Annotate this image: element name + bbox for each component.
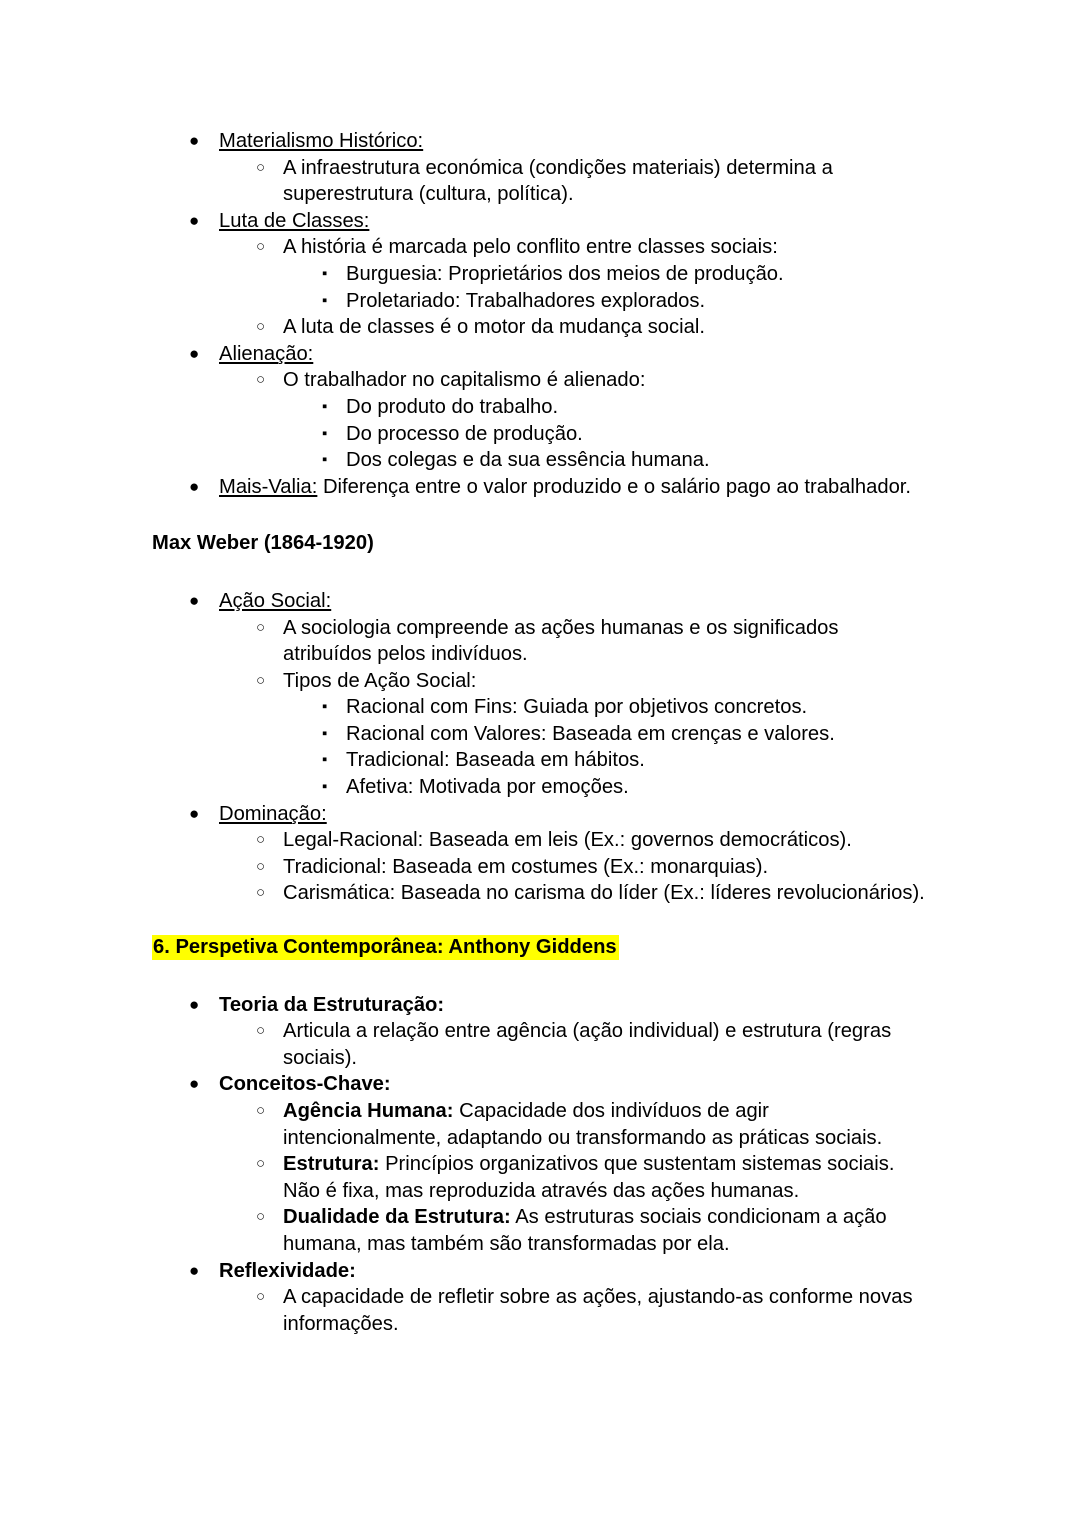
list-item-label: Reflexividade: [219, 1259, 356, 1282]
list-item-body: Princípios organizativos que sustentam sistemas sociais. Não é fixa, mas reproduzida através das ações humanas. [283, 1153, 895, 1202]
list-item [152, 854, 932, 881]
list-item-body: Capacidade dos indivíduos de agir intencionalmente, adaptando ou transformando as práticas sociais. [283, 1100, 883, 1149]
list-item-text: Tradicional: Baseada em hábitos. [346, 749, 645, 772]
list-item [152, 474, 932, 501]
bullet-disc-icon: ● [189, 1260, 200, 1280]
list-item-text [219, 801, 932, 828]
section-heading-max-weber: Max Weber (1864-1920) [152, 532, 374, 555]
list-item-text [219, 1071, 932, 1098]
list-item-text [283, 1151, 932, 1204]
bullet-circle-icon: ○ [256, 671, 266, 689]
list-item-text: Do processo de produção. [346, 422, 583, 445]
bullet-circle-icon: ○ [256, 318, 266, 336]
list-item-body: As estruturas sociais condicionam a ação humana, mas também são transformadas por ela. [283, 1206, 887, 1255]
list-item-label: Estrutura: [283, 1153, 380, 1176]
list-item [152, 394, 932, 421]
list-item-label: Conceitos-Chave: [219, 1073, 391, 1096]
bullet-disc-icon: ● [189, 994, 200, 1014]
list-item [152, 288, 932, 315]
list-item-text: Articula a relação entre agência (ação individual) e estrutura (regras sociais). [283, 1020, 892, 1069]
bullet-circle-icon: ○ [256, 618, 266, 636]
list-item-label: Dominação: [219, 802, 327, 825]
bullet-disc-icon: ● [189, 210, 200, 230]
list-item [152, 1151, 932, 1204]
list-item [152, 721, 932, 748]
list-item-text [219, 341, 932, 368]
bullet-disc-icon: ● [189, 343, 200, 363]
list-item-text: A sociologia compreende as ações humanas e os significados atribuídos pelos indivíduos. [283, 616, 839, 666]
bullet-circle-icon: ○ [256, 158, 266, 176]
bullet-square-icon: ▪ [322, 291, 328, 309]
list-item-label: Alienação: [219, 342, 314, 365]
document-content [152, 128, 932, 1337]
list-item [152, 827, 932, 854]
list-item-text: Dos colegas e da sua essência humana. [346, 449, 710, 472]
bullet-circle-icon: ○ [256, 1022, 266, 1040]
list-item-text [219, 992, 932, 1019]
list-item-text [283, 1098, 932, 1151]
list-item [152, 208, 932, 235]
list-item-text: O trabalhador no capitalismo é alienado: [283, 369, 646, 392]
bullet-circle-icon: ○ [256, 1288, 266, 1306]
bullet-circle-icon: ○ [256, 238, 266, 256]
bullet-square-icon: ▪ [322, 698, 328, 716]
bullet-circle-icon: ○ [256, 1208, 266, 1226]
bullet-circle-icon: ○ [256, 1102, 266, 1119]
bullet-disc-icon: ● [189, 1074, 200, 1094]
list-item-label: Materialismo Histórico: [219, 130, 424, 152]
list-item-text: Tradicional: Baseada em costumes (Ex.: monarquias). [283, 855, 769, 878]
list-item-text [283, 1204, 932, 1257]
list-item-text: Proletariado: Trabalhadores explorados. [346, 289, 706, 312]
list-item [152, 261, 932, 288]
list-item-text: Afetiva: Motivada por emoções. [346, 776, 629, 799]
list-item [152, 1018, 932, 1071]
list-item [152, 1284, 932, 1337]
list-item-text: Do produto do trabalho. [346, 395, 559, 418]
list-item [152, 668, 932, 695]
list-item-text [219, 128, 932, 155]
list-item-text: A história é marcada pelo conflito entre classes sociais: [283, 236, 778, 259]
list-item-label: Luta de Classes: [219, 209, 370, 232]
spacer [152, 500, 932, 530]
list-item-text: Burguesia: Proprietários dos meios de produção. [346, 262, 784, 285]
list-item [152, 447, 932, 474]
spacer [152, 961, 932, 992]
bullet-square-icon: ▪ [322, 397, 328, 415]
list-item-text: A infraestrutura económica (condições materiais) determina a superestrutura (cultura, política). [283, 156, 833, 206]
list-item-text: Racional com Fins: Guiada por objetivos concretos. [346, 696, 808, 719]
list-item [152, 367, 932, 394]
list-item-text: Carismática: Baseada no carisma do líder (Ex.: líderes revolucionários). [283, 882, 925, 905]
list-item-text: Tipos de Ação Social: [283, 669, 477, 692]
list-item-body: Diferença entre o valor produzido e o salário pago ao trabalhador. [317, 475, 912, 498]
list-item [152, 992, 932, 1019]
bullet-square-icon: ▪ [322, 778, 328, 796]
section-heading-giddens-text: 6. Perspetiva Contemporânea: Anthony Giddens [153, 936, 617, 959]
spacer [152, 907, 932, 934]
list-item [152, 774, 932, 801]
list-item-text [219, 1258, 932, 1285]
list-item [152, 1071, 932, 1098]
bullet-square-icon: ▪ [322, 424, 328, 442]
list-item-text [219, 588, 932, 615]
list-item [152, 880, 932, 907]
bullet-disc-icon: ● [189, 476, 200, 496]
list-item-text [219, 474, 932, 501]
list-item-label: Teoria da Estruturação: [219, 993, 445, 1016]
list-item [152, 694, 932, 721]
section-heading-giddens [152, 934, 932, 961]
list-item [152, 234, 932, 261]
list-item [152, 421, 932, 448]
list-item-text: A capacidade de refletir sobre as ações, ajustando-as conforme novas informações. [283, 1286, 913, 1335]
bullet-circle-icon: ○ [256, 884, 266, 902]
list-item-text: A luta de classes é o motor da mudança social. [283, 316, 705, 339]
list-item [152, 615, 932, 668]
bullet-disc-icon: ● [189, 803, 200, 823]
list-item [152, 747, 932, 774]
spacer [152, 557, 932, 588]
list-item-text: Racional com Valores: Baseada em crenças e valores. [346, 722, 835, 745]
list-item-label: Ação Social: [219, 589, 332, 612]
list-item-label: Agência Humana: [283, 1100, 454, 1122]
list-item [152, 314, 932, 341]
bullet-square-icon: ▪ [322, 724, 328, 742]
list-item-text: Legal-Racional: Baseada em leis (Ex.: governos democráticos). [283, 829, 852, 852]
bullet-circle-icon: ○ [256, 371, 266, 389]
bullet-square-icon: ▪ [322, 751, 328, 769]
list-item-label: Mais-Valia: [219, 475, 318, 498]
list-item [152, 155, 932, 208]
list-item [152, 341, 932, 368]
list-item [152, 128, 932, 155]
bullet-square-icon: ▪ [322, 451, 328, 469]
list-item [152, 1098, 932, 1151]
bullet-disc-icon: ● [189, 590, 200, 610]
list-item [152, 1204, 932, 1257]
list-item [152, 801, 932, 828]
bullet-circle-icon: ○ [256, 1155, 266, 1173]
bullet-disc-icon: ● [189, 131, 200, 150]
bullet-circle-icon: ○ [256, 857, 266, 875]
list-item-text [219, 208, 932, 235]
list-item-label: Dualidade da Estrutura: [283, 1206, 511, 1229]
list-item [152, 588, 932, 615]
list-item [152, 1258, 932, 1285]
bullet-square-icon: ▪ [322, 264, 328, 282]
bullet-circle-icon: ○ [256, 831, 266, 849]
